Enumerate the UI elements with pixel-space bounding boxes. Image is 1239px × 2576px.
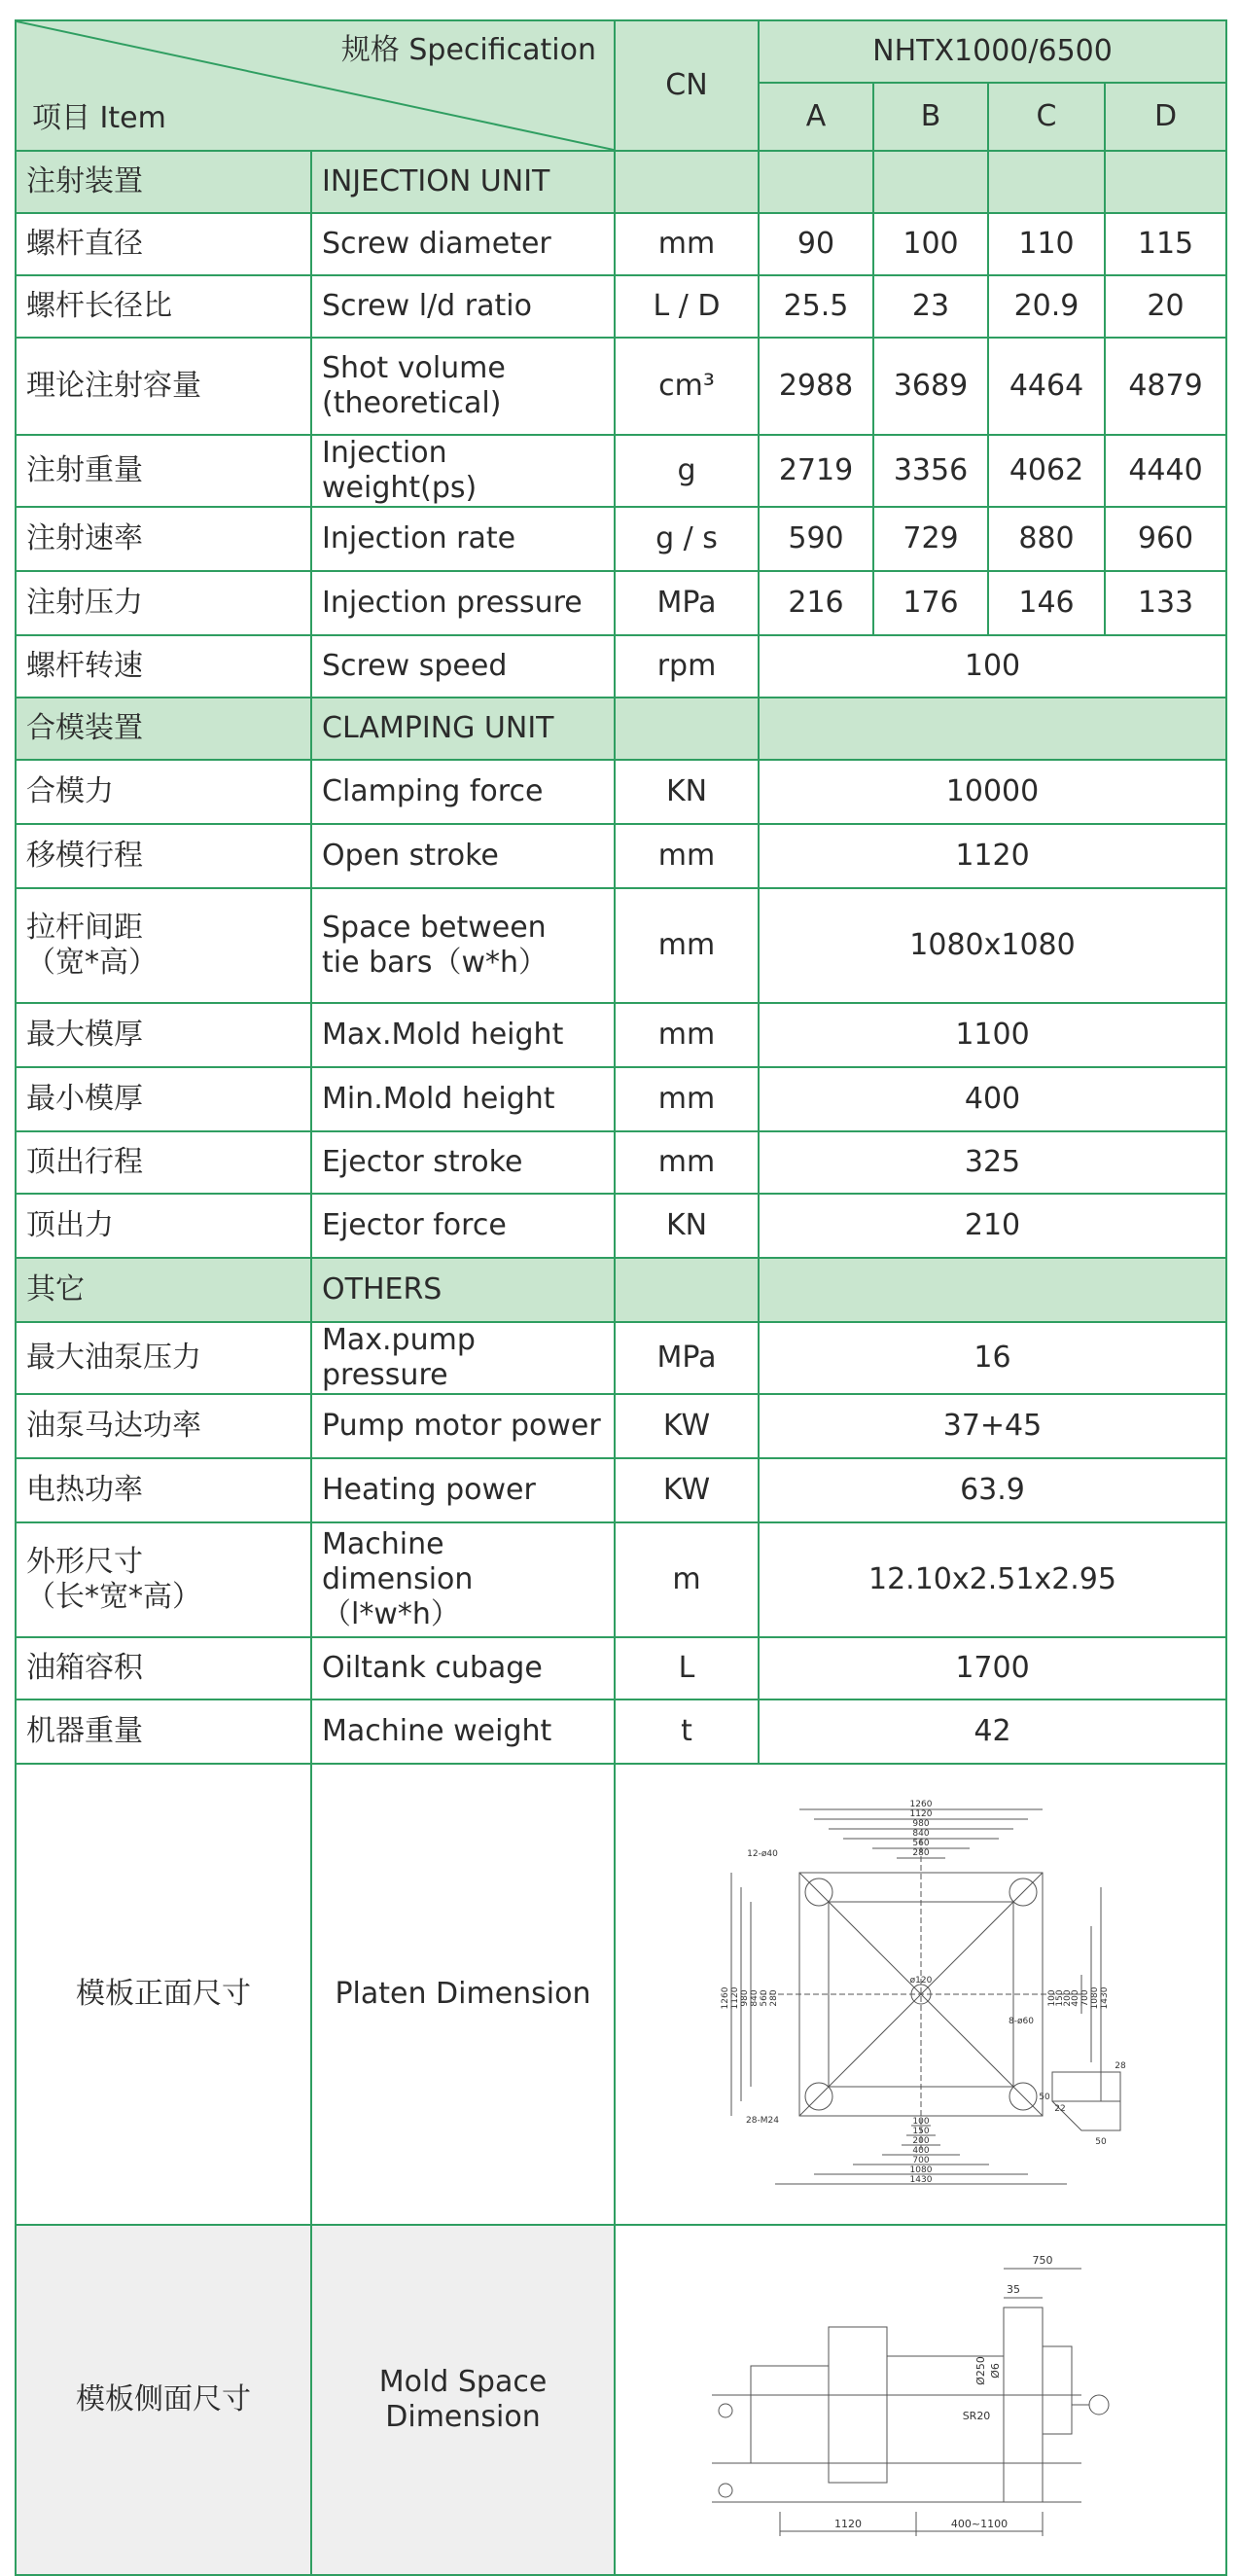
- row-en: Max.Mold height: [311, 1003, 615, 1067]
- row-cn: 油泵马达功率: [16, 1394, 311, 1458]
- spec-table: [15, 19, 1227, 2576]
- row-cn-line1: 外形尺寸: [26, 1545, 143, 1579]
- row-unit: KN: [615, 760, 759, 824]
- row-unit: m: [615, 1522, 759, 1637]
- row-value: 12.10x2.51x2.95: [759, 1522, 1226, 1637]
- platen-dim-100-right: 100: [1046, 1989, 1057, 2007]
- platen-dim-700-bottom: 700: [911, 2156, 930, 2165]
- platen-dim-200-bottom: 200: [911, 2136, 930, 2146]
- platen-label-8-holes: 8-ø60: [1008, 2017, 1034, 2026]
- platen-label-12-holes: 12-ø40: [746, 1849, 778, 1859]
- platen-dim-1120-left: 1120: [729, 1986, 740, 2010]
- value-d: 4879: [1105, 338, 1226, 435]
- row-unit: t: [615, 1699, 759, 1764]
- value-c: 146: [988, 571, 1105, 635]
- platen-dim-1260-left: 1260: [720, 1986, 730, 2010]
- platen-dim-150-bottom: 150: [911, 2127, 930, 2136]
- mold-label-range: 400~1100: [950, 2518, 1008, 2530]
- row-unit: L: [615, 1637, 759, 1699]
- platen-dim-1120-top: 1120: [909, 1809, 932, 1819]
- value-c: 880: [988, 507, 1105, 571]
- table-row: [16, 435, 1226, 507]
- platen-dim-400-bottom: 400: [911, 2146, 930, 2156]
- row-en: Heating power: [311, 1458, 615, 1522]
- platen-cn-label: 模板正面尺寸: [16, 1764, 311, 2225]
- mold-label-d250: Ø250: [974, 2356, 987, 2385]
- value-a: 90: [759, 213, 873, 275]
- row-unit: mm: [615, 1131, 759, 1194]
- row-en: Open stroke: [311, 824, 615, 888]
- row-en: Max.pump pressure: [311, 1322, 615, 1394]
- platen-dim-980-top: 980: [911, 1819, 930, 1829]
- row-cn: 最大模厚: [16, 1003, 311, 1067]
- platen-dim-560-top: 560: [911, 1839, 930, 1848]
- row-en: [311, 1522, 615, 1637]
- platen-label-50-bottom: 50: [1094, 2137, 1107, 2147]
- row-cn: 注射重量: [16, 435, 311, 507]
- row-en: Injection weight(ps): [311, 435, 615, 507]
- row-value: 400: [759, 1067, 1226, 1131]
- value-a: 2719: [759, 435, 873, 507]
- row-en-line2: （l*w*h）: [322, 1597, 460, 1631]
- table-row: [16, 1131, 1226, 1194]
- value-b: 3689: [873, 338, 988, 435]
- row-cn: 合模力: [16, 760, 311, 824]
- table-row: [16, 1522, 1226, 1637]
- mold-space-row: [16, 2225, 1226, 2575]
- row-cn: 电热功率: [16, 1458, 311, 1522]
- value-d: 960: [1105, 507, 1226, 571]
- row-unit: cm³: [615, 338, 759, 435]
- row-value: 16: [759, 1322, 1226, 1394]
- value-c: 4062: [988, 435, 1105, 507]
- platen-dim-200-right: 200: [1062, 1989, 1073, 2007]
- platen-dim-980-left: 980: [739, 1989, 750, 2007]
- row-cn: 机器重量: [16, 1699, 311, 1764]
- mold-label-1120: 1120: [833, 2518, 862, 2530]
- table-row: [16, 1458, 1226, 1522]
- row-value: 1080x1080: [759, 888, 1226, 1003]
- section-clamping-cn: 合模装置: [16, 698, 311, 760]
- row-value: 42: [759, 1699, 1226, 1764]
- row-unit: MPa: [615, 571, 759, 635]
- table-row: [16, 1322, 1226, 1394]
- row-unit: mm: [615, 213, 759, 275]
- platen-dim-400-right: 400: [1070, 1989, 1080, 2007]
- row-value: 325: [759, 1131, 1226, 1194]
- section-injection-cn: 注射装置: [16, 151, 311, 213]
- row-value: 1120: [759, 824, 1226, 888]
- row-en: Ejector force: [311, 1194, 615, 1258]
- platen-label-22: 22: [1053, 2104, 1066, 2114]
- platen-dim-280-left: 280: [768, 1989, 779, 2007]
- section-injection-en: INJECTION UNIT: [311, 151, 615, 213]
- row-unit: MPa: [615, 1322, 759, 1394]
- platen-dim-1430-bottom: 1430: [909, 2175, 932, 2185]
- table-row: [16, 507, 1226, 571]
- value-b: 23: [873, 275, 988, 338]
- platen-dim-1260-top: 1260: [909, 1800, 932, 1809]
- row-cn: 注射速率: [16, 507, 311, 571]
- row-value: 1700: [759, 1637, 1226, 1699]
- row-unit: KW: [615, 1394, 759, 1458]
- row-unit: mm: [615, 888, 759, 1003]
- row-value: 10000: [759, 760, 1226, 824]
- row-en: Injection pressure: [311, 571, 615, 635]
- row-unit: mm: [615, 1067, 759, 1131]
- row-cn: 最大油泵压力: [16, 1322, 311, 1394]
- row-cn-line2: （长*宽*高）: [26, 1580, 201, 1614]
- mold-space-drawing: [692, 2239, 1150, 2560]
- value-b: 176: [873, 571, 988, 635]
- table-row: [16, 1194, 1226, 1258]
- table-row: [16, 824, 1226, 888]
- row-cn: 螺杆长径比: [16, 275, 311, 338]
- col-d-header: D: [1105, 83, 1226, 151]
- row-en: Screw speed: [311, 635, 615, 698]
- platen-dim-1430-right: 1430: [1099, 1986, 1110, 2010]
- table-row: [16, 1699, 1226, 1764]
- value-a: 216: [759, 571, 873, 635]
- row-en: Oiltank cubage: [311, 1637, 615, 1699]
- row-en: Screw diameter: [311, 213, 615, 275]
- platen-label-28: 28: [1114, 2061, 1126, 2071]
- section-others-cn: 其它: [16, 1258, 311, 1322]
- value-c: 20.9: [988, 275, 1105, 338]
- platen-dim-100-bottom: 100: [911, 2117, 930, 2127]
- row-en: Shot volume (theoretical): [311, 338, 615, 435]
- platen-dim-840-left: 840: [749, 1989, 760, 2007]
- table-row: [16, 275, 1226, 338]
- value-b: 729: [873, 507, 988, 571]
- row-unit: g / s: [615, 507, 759, 571]
- value-d: 133: [1105, 571, 1226, 635]
- table-row: [16, 635, 1226, 698]
- platen-label-28-threads: 28-M24: [745, 2116, 779, 2126]
- row-en: Pump motor power: [311, 1394, 615, 1458]
- row-cn-line1: 拉杆间距: [26, 911, 143, 945]
- row-en-line2: tie bars（w*h）: [322, 946, 549, 980]
- table-row: [16, 1003, 1226, 1067]
- platen-dim-1080-bottom: 1080: [909, 2165, 932, 2175]
- platen-dim-150-right: 150: [1054, 1989, 1065, 2007]
- row-en-line1: Machine dimension: [322, 1527, 474, 1596]
- row-cn: [16, 1522, 311, 1637]
- platen-label-center-hole: ø120: [909, 1976, 932, 1986]
- section-others-en: OTHERS: [311, 1258, 615, 1322]
- row-cn: 螺杆转速: [16, 635, 311, 698]
- value-b: 100: [873, 213, 988, 275]
- platen-dim-280-top: 280: [911, 1848, 930, 1858]
- table-row: [16, 571, 1226, 635]
- mold-label-d6: Ø6: [988, 2363, 1002, 2379]
- row-cn: 注射压力: [16, 571, 311, 635]
- value-b: 3356: [873, 435, 988, 507]
- platen-en-label: Platen Dimension: [311, 1764, 615, 2225]
- row-cn: 移模行程: [16, 824, 311, 888]
- platen-label-50-left: 50: [1038, 2093, 1050, 2102]
- mold-space-drawing-cell: [615, 2225, 1226, 2575]
- row-en: Injection rate: [311, 507, 615, 571]
- row-en: Min.Mold height: [311, 1067, 615, 1131]
- row-unit: KW: [615, 1458, 759, 1522]
- table-row: [16, 1637, 1226, 1699]
- row-value: 63.9: [759, 1458, 1226, 1522]
- platen-row: [16, 1764, 1226, 2225]
- col-b-header: B: [873, 83, 988, 151]
- row-cn: 顶出行程: [16, 1131, 311, 1194]
- row-en: Clamping force: [311, 760, 615, 824]
- platen-dim-700-right: 700: [1080, 1989, 1090, 2007]
- specification-label: 规格 Specification: [340, 33, 596, 67]
- mold-space-cn-label: 模板侧面尺寸: [16, 2225, 311, 2575]
- header-diagonal-cell: [16, 20, 615, 151]
- row-en: Machine weight: [311, 1699, 615, 1764]
- row-cn: 螺杆直径: [16, 213, 311, 275]
- row-value: 1100: [759, 1003, 1226, 1067]
- mold-label-750: 750: [1032, 2254, 1052, 2267]
- row-unit: KN: [615, 1194, 759, 1258]
- row-value: 100: [759, 635, 1226, 698]
- platen-dim-1080-right: 1080: [1089, 1986, 1100, 2010]
- section-clamping-en: CLAMPING UNIT: [311, 698, 615, 760]
- row-en: Screw l/d ratio: [311, 275, 615, 338]
- mold-space-en-label: Mold Space Dimension: [311, 2225, 615, 2575]
- value-c: 4464: [988, 338, 1105, 435]
- row-unit: L / D: [615, 275, 759, 338]
- value-a: 590: [759, 507, 873, 571]
- col-a-header: A: [759, 83, 873, 151]
- value-d: 115: [1105, 213, 1226, 275]
- row-cn: 最小模厚: [16, 1067, 311, 1131]
- row-unit: mm: [615, 824, 759, 888]
- row-unit: rpm: [615, 635, 759, 698]
- row-en: [311, 888, 615, 1003]
- row-cn: 理论注射容量: [16, 338, 311, 435]
- value-a: 2988: [759, 338, 873, 435]
- col-c-header: C: [988, 83, 1105, 151]
- row-cn: 油箱容积: [16, 1637, 311, 1699]
- value-d: 4440: [1105, 435, 1226, 507]
- row-en: Ejector stroke: [311, 1131, 615, 1194]
- table-row: [16, 338, 1226, 435]
- mold-label-35: 35: [1006, 2283, 1020, 2296]
- cn-header: CN: [615, 20, 759, 151]
- row-cn: 顶出力: [16, 1194, 311, 1258]
- row-unit: mm: [615, 1003, 759, 1067]
- row-cn-line2: （宽*高）: [26, 946, 158, 980]
- platen-dim-840-top: 840: [911, 1829, 930, 1839]
- row-unit: g: [615, 435, 759, 507]
- value-d: 20: [1105, 275, 1226, 338]
- table-row: [16, 1067, 1226, 1131]
- row-cn: [16, 888, 311, 1003]
- value-c: 110: [988, 213, 1105, 275]
- model-header: NHTX1000/6500: [759, 20, 1226, 83]
- row-en-line1: Space between: [322, 911, 547, 945]
- mold-label-sr20: SR20: [962, 2410, 990, 2422]
- platen-drawing: [692, 1780, 1150, 2208]
- row-value: 210: [759, 1194, 1226, 1258]
- table-row: [16, 760, 1226, 824]
- row-value: 37+45: [759, 1394, 1226, 1458]
- value-a: 25.5: [759, 275, 873, 338]
- item-label: 项目 Item: [32, 101, 166, 135]
- table-row: [16, 1394, 1226, 1458]
- platen-drawing-cell: [615, 1764, 1226, 2225]
- table-row: [16, 213, 1226, 275]
- platen-dim-560-left: 560: [759, 1989, 769, 2007]
- table-row: [16, 888, 1226, 1003]
